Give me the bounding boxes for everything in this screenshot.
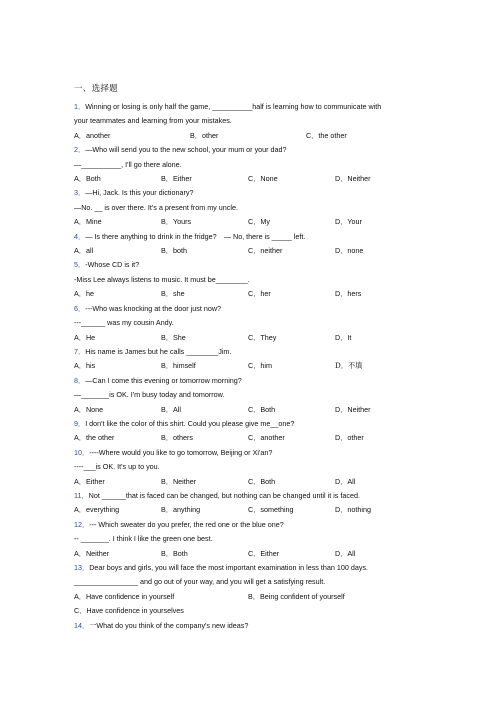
answer-option[interactable]: D．All [335, 548, 356, 558]
answer-option[interactable]: D．Neither [335, 404, 371, 414]
options-row [74, 403, 434, 417]
question-9 [74, 417, 434, 446]
answer-option[interactable]: B．Neither [161, 476, 197, 486]
answer-option[interactable]: A．Either [74, 476, 105, 486]
question-stem-continued [74, 316, 434, 330]
answer-option[interactable]: D．Neither [335, 174, 371, 184]
question-stem-continued [74, 114, 434, 128]
question-number: 5． [74, 260, 86, 270]
question-stem-continued [74, 273, 434, 287]
answer-option[interactable]: C．None [248, 174, 278, 184]
answer-option[interactable]: C．another [248, 433, 285, 443]
options-row [74, 547, 434, 561]
question-stem [74, 446, 434, 460]
question-stem [74, 143, 434, 157]
answer-option[interactable]: B．Yours [161, 217, 192, 227]
question-6 [74, 302, 434, 345]
question-stem-continued [74, 532, 434, 546]
question-text: Winning or losing is only half the game, __________half is learning how to communicate with [85, 102, 382, 111]
question-text: ---______ was my cousin Andy. [74, 318, 174, 328]
question-stem [74, 374, 434, 388]
question-stem-continued [74, 388, 434, 402]
question-4 [74, 230, 434, 259]
question-14 [74, 619, 434, 633]
answer-option[interactable]: C．neither [248, 246, 283, 256]
question-text: 一What do you think of the company's new ideas? [89, 620, 249, 630]
question-5 [74, 258, 434, 301]
answer-option[interactable]: A．None [74, 404, 104, 414]
question-text: -Whose CD is it? [85, 260, 140, 270]
options-row [74, 431, 434, 445]
options-row [74, 503, 434, 517]
answer-option[interactable]: B．All [161, 404, 181, 414]
question-1 [74, 100, 434, 143]
answer-option[interactable]: B．Being confident of yourself [248, 591, 345, 601]
question-text: ----Where would you like to go tomorrow, Beijing or Xi'an? [89, 447, 273, 457]
answer-option[interactable]: D．不填 [335, 361, 363, 371]
answer-option[interactable]: D．It [335, 332, 352, 342]
question-number: 12． [74, 519, 90, 529]
question-stem [74, 302, 434, 316]
question-12 [74, 518, 434, 561]
options-row [74, 604, 434, 618]
question-stem [74, 345, 434, 359]
question-text: Dear boys and girls, you will face the most important examination in less than 100 days. [89, 563, 369, 572]
question-text: Not ______that is faced can be changed, but nothing can be changed until it is faced. [88, 490, 360, 500]
answer-option[interactable]: A．Mine [74, 217, 102, 227]
answer-option[interactable]: C．something [248, 505, 294, 515]
question-number: 3． [74, 188, 86, 198]
answer-option[interactable]: D．other [335, 433, 364, 443]
question-13 [74, 561, 434, 619]
question-number: 7． [74, 346, 86, 356]
answer-option[interactable]: C．Either [248, 548, 280, 558]
section-title: 一、选择题 [74, 83, 118, 93]
options-row [74, 359, 434, 373]
answer-option[interactable]: A．Both [74, 174, 101, 184]
question-text: your teammates and learning from your mistakes. [74, 116, 232, 126]
question-number: 1． [74, 102, 86, 111]
options-row [74, 129, 434, 143]
question-number: 9． [74, 418, 86, 428]
question-8 [74, 374, 434, 417]
answer-option[interactable]: D．hers [335, 289, 362, 299]
question-text: -Miss Lee always listens to music. It must be________. [74, 274, 250, 284]
question-stem [74, 489, 434, 503]
answer-option[interactable]: C．Both [248, 404, 276, 414]
answer-option[interactable]: B．both [161, 246, 187, 256]
answer-option[interactable]: C．Have confidence in yourselves [74, 606, 184, 616]
answer-option[interactable]: B．others [161, 433, 193, 443]
answer-option[interactable]: B．himself [161, 361, 196, 371]
answer-option[interactable]: D．none [335, 246, 364, 256]
question-stem [74, 518, 434, 532]
question-3 [74, 186, 434, 229]
options-row [74, 172, 434, 186]
answer-option[interactable]: C．the other [306, 130, 347, 140]
question-number: 2． [74, 145, 86, 155]
question-text: —Who will send you to the new school, your mum or your dad? [85, 145, 287, 155]
question-stem [74, 258, 434, 272]
answer-option[interactable]: A．he [74, 289, 94, 299]
answer-option[interactable]: C．My [248, 217, 270, 227]
question-text: —_______is OK. I'm busy today and tomorrow. [74, 390, 225, 400]
question-text: —No. __ is over there. It's a present from my uncle. [74, 202, 238, 212]
options-row [74, 215, 434, 229]
answer-option[interactable]: A．everything [74, 505, 120, 515]
options-row [74, 331, 434, 345]
answer-option[interactable]: B．Both [161, 548, 188, 558]
options-row [74, 287, 434, 301]
answer-option[interactable]: A．his [74, 361, 96, 371]
question-number: 14． [74, 620, 90, 630]
question-text: -- _______. I think I like the green one best. [74, 534, 213, 544]
question-stem-continued [74, 158, 434, 172]
question-number: 8． [74, 375, 86, 385]
question-text: —Hi, Jack. Is this your dictionary? [85, 188, 194, 198]
question-stem [74, 417, 434, 431]
answer-option[interactable]: A．all [74, 246, 94, 256]
answer-option[interactable]: D．nothing [335, 505, 371, 515]
question-number: 4． [74, 231, 86, 241]
question-number: 6． [74, 303, 86, 313]
options-row [74, 475, 434, 489]
answer-option[interactable]: B．Either [161, 174, 192, 184]
question-10 [74, 446, 434, 489]
question-number: 13． [74, 563, 90, 572]
options-row [74, 244, 434, 258]
options-row [74, 590, 434, 604]
worksheet-page [74, 82, 434, 633]
question-11 [74, 489, 434, 518]
question-stem [74, 619, 434, 633]
question-text: — Is there anything to drink in the fridge? — No, there is _____ left. [85, 231, 306, 241]
question-text: ---Who was knocking at the door just now? [85, 303, 222, 313]
answer-option[interactable]: C．him [248, 361, 272, 371]
question-stem [74, 186, 434, 200]
question-text: —__________, I'll go there alone. [74, 159, 182, 169]
question-text: I don't like the color of this shirt. Could you please give me__one? [85, 418, 295, 428]
answer-option[interactable]: C．They [248, 332, 277, 342]
question-stem [74, 230, 434, 244]
answer-option[interactable]: B．other [190, 130, 219, 140]
question-stem [74, 100, 434, 114]
question-stem-continued [74, 201, 434, 215]
answer-option[interactable]: D．All [335, 476, 356, 486]
question-number: 11． [74, 490, 89, 500]
answer-option[interactable]: A．the other [74, 433, 115, 443]
question-stem-continued [74, 575, 434, 589]
question-text: —Can I come this evening or tomorrow morning? [85, 375, 242, 385]
answer-option[interactable]: C．her [248, 289, 271, 299]
answer-option[interactable]: B．She [161, 332, 186, 342]
question-text: His name is James but he calls ________Jim. [85, 346, 232, 356]
answer-option[interactable]: B．anything [161, 505, 201, 515]
question-text: ----___is OK. It's up to you. [74, 462, 160, 472]
answer-option[interactable]: A．Neither [74, 548, 110, 558]
question-number: 10． [74, 447, 90, 457]
question-text: ________________ and go out of your way, and you will get a satisfying result. [74, 577, 326, 587]
question-7 [74, 345, 434, 374]
question-list [74, 100, 434, 633]
question-text: --- Which sweater do you prefer, the red one or the blue one? [89, 519, 284, 529]
answer-option[interactable]: A．another [74, 130, 111, 140]
answer-option[interactable]: A．He [74, 332, 96, 342]
question-stem [74, 561, 434, 575]
answer-option[interactable]: D．Your [335, 217, 362, 227]
question-stem-continued [74, 460, 434, 474]
answer-option[interactable]: A．Have confidence in yourself [74, 591, 175, 601]
answer-option[interactable]: B．she [161, 289, 185, 299]
question-2 [74, 143, 434, 186]
answer-option[interactable]: C．Both [248, 476, 276, 486]
